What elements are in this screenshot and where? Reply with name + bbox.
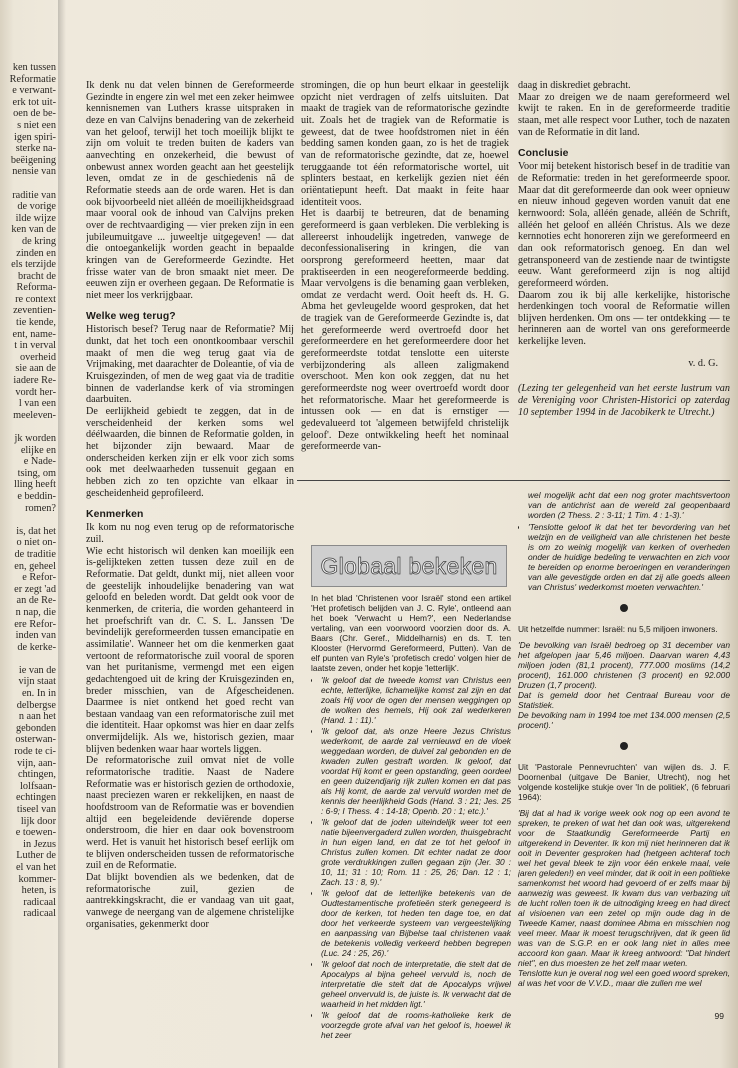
fragment-line: beëigening xyxy=(10,154,56,166)
fragment-line: els terzijde xyxy=(11,259,56,271)
fragment-line: lolfsaan- xyxy=(19,780,56,792)
fragment-line: vordt her- xyxy=(15,386,56,398)
fragment-line: bracht de xyxy=(17,270,56,282)
paragraph: Ik kom nu nog even terug op de reformatorische zuil. xyxy=(86,522,294,545)
israel-quote: 'De bevolking van Israël bedroeg op 31 december van het afgelopen jaar 5,46 miljoen. Daarvan waren 4,43 miljoen joden (81,1 procent), 777.000 moslims (14,2 procent), 161.000 christenen (3 procent) en 92.000 Druzen (1,7 procent). xyxy=(518,640,730,690)
section-heading: Kenmerken xyxy=(86,509,144,521)
pennevruchten-quote: Tenslotte kun je overal nog wel een goed woord spreken, al was het voor de V.V.D., maar die zullen me wel xyxy=(518,968,730,988)
fragment-line: meeleven- xyxy=(13,409,56,421)
fragment-line: rode te ci- xyxy=(14,746,56,758)
paragraph: De eerlijkheid gebiedt te zeggen, dat in de verscheidenheid der kerken soms wel déélwaarden, die binnen de Reformatie golden, in het bijzonder zijn bewaard. Maar de onderscheiden kerken zijn er elk voor zich soms ook met deelwaarheden tussenuit gegaan en hebben zich zo ten opzichte van elkaar in gescheidenheid geprofileerd. xyxy=(86,406,294,499)
paragraph: daag in diskrediet gebracht. xyxy=(518,80,631,91)
fragment-line: zeventien- xyxy=(13,305,56,317)
fragment-line: de traditie xyxy=(14,548,56,560)
paragraph: Voor mij betekent historisch besef in de traditie van de Reformatie: treden in het gereformeerde spoor. Maar dat dit gereformeerde dan ook weer opnieuw en nieuw inhoud gegeven worden vanuit dat ene kernwoord: Sola, alléén genade, alléén de Schrift, alléén het geloof en alléén Christus. Als we deze kernnoties echt honoreren zijn we gereformeerd en dan ook reformatorisch genoeg. En dan wel getransponeerd van de zestiende naar de twintigste eeuw. Want gereformeerd zijn is nog altijd gereformeerd wórden. xyxy=(518,161,730,289)
fragment-line: l van een xyxy=(18,398,56,410)
fragment-line: zinden en xyxy=(16,247,56,259)
fragment-line: delbergse xyxy=(16,699,56,711)
fragment-line: elijke en xyxy=(20,444,56,456)
fragment-line: osterwan- xyxy=(15,734,56,746)
fragment-line: vijn staat xyxy=(18,676,56,688)
fragment-line: ken tussen xyxy=(12,62,56,73)
column-title: Globaal bekeken xyxy=(320,552,498,579)
list-item: • 'Ik geloof dat de letterlijke betekenis van de Oudtestamentische profetieën sterk genegeerd is door de kerken, tot heden ten dage toe, en dat door het verkeerde systeem van vergeestelijking en aanpassing van Bijbelse taal christenen vaak de betekenis volledig verkeerd hebben begrepen (Luc. 24 : 25, 26).' xyxy=(321,888,511,958)
fragment-line: re context xyxy=(15,293,56,305)
fragment-line: tsing, om xyxy=(17,467,56,479)
fragment-line: inden van xyxy=(15,630,56,642)
ryle-credo-list-continued xyxy=(518,522,730,592)
fragment-line: e toewen- xyxy=(15,827,56,839)
fragment-line: tie kende, xyxy=(15,317,56,329)
fragment-line: raditie van xyxy=(12,189,56,201)
fragment-line: radicaal xyxy=(23,908,56,920)
list-item: • 'Ik geloof dat de rooms-katholieke kerk de voorzegde grote afval van het geloof is, hoewel ik het zeer xyxy=(321,1010,511,1040)
fragment-line: erk tot uit- xyxy=(12,96,56,108)
fragment-line: jk worden xyxy=(14,433,56,444)
globaal-bekeken-column-right xyxy=(518,490,730,988)
line-gap xyxy=(0,653,56,665)
ryle-credo-list xyxy=(311,675,511,1040)
continued-quote: wel mogelijk acht dat een nog groter machtsvertoon van de antichrist aan de wereld zal geopenbaard worden (2 Thess. 2 : 3-11; 1 Tim. 4 : 1-3).' xyxy=(528,490,730,520)
line-gap xyxy=(0,421,56,433)
fragment-line: ilde wijze xyxy=(15,212,56,224)
separator-dot-icon xyxy=(620,742,628,750)
fragment-line: en. In in xyxy=(21,688,56,700)
paragraph: De reformatorische zuil omvat niet de volle reformatorische traditie. Naast de Nadere Reformatie was er historisch gezien de orthodoxie, naast preciezen waren er rekkelijken, en naast de hoofdstroom van de Reformatie was er bovendien altijd een begeleidende deviërende doperse onderstroom, die hier en daar ook bovenstroom werd. Het is vanuit het historisch besef eerlijk om te blijven onderscheiden tussen de reformatorische zuil en de Reformatie. xyxy=(86,755,294,872)
fragment-line: lling heeft xyxy=(13,479,56,491)
fragment-line: ere Refor- xyxy=(14,618,56,630)
fragment-line: oen de be- xyxy=(13,108,56,120)
fragment-line: sterke na- xyxy=(15,143,56,155)
fragment-line: an de Re- xyxy=(16,595,56,607)
article-column-1 xyxy=(86,80,294,930)
section-heading: Conclusie xyxy=(518,148,569,160)
fragment-line: de kerke- xyxy=(17,641,56,653)
paragraph: Daarom zou ik bij alle kerkelijke, historische herdenkingen toch vooral de Reformatie willen blijven herdenken. Om ons — ter ontdekking — te herinneren aan de wortel van ons gereformeerde kerkelijke leven. xyxy=(518,289,730,348)
globaal-bekeken-column-left xyxy=(311,593,511,1041)
list-item: • 'Tenslotte geloof ik dat het ter bevordering van het welzijn en de veiligheid van alle christenen het beste is om zo weinig mogelijk van kerken of overheden onder de huidige bedeling te verwachten en zich voor te bereiden op enorme beroeringen en veranderingen van alle gevestigde orden en dat zij alle goeds alleen van Christus' wederkomst moeten verwachten.' xyxy=(528,522,730,592)
fragment-line: radicaal xyxy=(23,896,56,908)
fragment-line: is, dat het xyxy=(16,525,56,537)
author-initials: v. d. G. xyxy=(688,357,718,369)
fragment-line: ent, name- xyxy=(12,328,56,340)
fragment-line: gebonden xyxy=(15,722,56,734)
lecture-note: (Lezing ter gelegenheid van het eerste lustrum van de Vereniging voor Christen-Historici op zaterdag 10 september 1994 in de Jacobikerk te Utrecht.) xyxy=(518,383,730,418)
fragment-line: igen spiri- xyxy=(13,131,56,143)
fragment-line: t in verval xyxy=(14,340,56,352)
list-item: • 'Ik geloof dat de tweede komst van Christus een echte, letterlijke, lichamelijke komst zal zijn en dat zoals Hij voor de ogen der mensen weggingen op de wolken des hemels, Hij ook zal wederkeren (Hand. 1 : 11).' xyxy=(321,675,511,725)
fragment-line: nensie van xyxy=(12,166,56,178)
fragment-line: de vorige xyxy=(17,201,56,213)
fragment-line: heten, is xyxy=(21,885,56,897)
fragment-line: vijn, aan- xyxy=(17,757,56,769)
fragment-line: kommer- xyxy=(18,873,56,885)
pennevruchten-intro: Uit 'Pastorale Pennevruchten' van wijlen ds. J. F. Doornenbal (uitgave De Banier, Utrecht), nog het volgende kostelijke stukje over 'In de politiek', (6 februari 1964): xyxy=(518,762,730,802)
fragment-line: Luther de xyxy=(16,850,56,862)
fragment-line: iadere Re- xyxy=(13,375,56,387)
intro-paragraph: In het blad 'Christenen voor Israël' stond een artikel 'Het profetisch belijden van J. C. Ryle', ontleend aan het boek 'Verwacht u Hem?', een Nederlandse vertaling, van een voorwoord voorzien door ds. A. Baars (Chr. Geref., Middelharnis) en ds. T. ten Klooster (Hervormd Gereformeerd, Putten). Van de elf punten van Ryle's 'profetisch credo' volgen hier de laatste zeven, onder het kopje 'letterlijk'. xyxy=(311,593,511,673)
globaal-bekeken-title-box xyxy=(311,545,507,587)
fragment-line: e Nade- xyxy=(23,456,56,468)
fragment-line: ken van de xyxy=(11,224,56,236)
fragment-line: echtingen xyxy=(15,792,56,804)
fragment-line: de kring xyxy=(21,235,56,247)
fragment-line: s niet een xyxy=(17,119,56,131)
fragment-line: el van het xyxy=(15,861,56,873)
list-item: • 'Ik geloof dat, als onze Heere Jezus Christus wederkomt, de aarde zal vernieuwd en de vloek weggedaan worden, de duivel zal gebonden en de kwaden zullen gestraft worden. Ik geloof, dat voordat Hij komt er geen opstanding, geen oordeel en geen duizendjarig rijk zullen komen en dat pas als Hij komt, de aarde zal vervuld worden met de kennis der heerlijkheid Gods (Hand. 3 : 21; Jes. 25 : 6-9; I Thess. 4 : 14-18; Openb. 20 : 1; etc.).' xyxy=(321,726,511,816)
fragment-line: in Jezus xyxy=(23,838,56,850)
paragraph: Historisch besef? Terug naar de Reformatie? Mij dunkt, dat het toch een onontkoombaar verschil maakt of men die weg terug gaat via de Vrijmaking, met daarachter de Doleantie, of via de Kruisgezinden, of men de weg gaat via de traditie binnen de vaderlandse kerk of via stromingen daarbuiten. xyxy=(86,324,294,406)
paragraph: Ik denk nu dat velen binnen de Gereformeerde Gezindte in engere zin wel met een zeker heimwee kennisnemen van Luthers krasse uitspraken in deze en van Calvijns benadering van de zekerheid van het geloof, terwijl het toch moeilijk blijkt te zijn om voluit te treden buiten de kaders van aanvechting en onzekerheid, die bewust of onbewust annex worden geacht aan het geestelijk leven, omdat ze in de geschiedenis nã de Reformatie steeds aan de orde waren. Het is dan ook bijvoorbeeld niet alléén de moeilijkheidsgraad maar vooral ook de inhoud van Calvijns preken over de rechtvaardiging — vier preken zijn in een jubileumuitgave ... juweeltje uitgegeven! — dat die ontoegankelijk worden geacht in bepaalde kringen van de Gereformeerde Gezindte. Het frisse water van de bron smaakt niet meer. De eeuwen zijn er overheen gegaan. De Reformatie is niet meer los verkrijgbaar. xyxy=(86,80,294,301)
fragment-line: Reformatie xyxy=(9,73,56,85)
line-gap xyxy=(0,514,56,526)
fragment-line: e beddin- xyxy=(17,490,56,502)
fragment-line: lijk door xyxy=(20,815,56,827)
article-column-2 xyxy=(301,80,509,453)
list-item: • 'Ik geloof dat noch de interpretatie, die stelt dat de Apocalyps al bijna geheel vervuld is, noch de interpretatie die stelt dat de Apocalyps vrijwel geheel onvervuld is, de juiste is. Ik verwacht dat de waarheid in het midden ligt.' xyxy=(321,959,511,1009)
fragment-line: overheid xyxy=(19,351,56,363)
paragraph: stromingen, die op hun beurt elkaar in geestelijk opzicht niet verdragen of zelfs uitsluiten. Dat maakt de tragiek van de reformatorische gezindte uit. Zoals het de tragiek van de Reformatie is geweest, dat de twee hoofdstromen niet in één bedding samen konden gaan, zo is het de tragiek van de reformatorische gezindte, dat ze, hoewel teruggaande tot één reformatorische wortel, uit splinters bestaat, en kerkelijk gezien niet één oriëntatiepunt heeft. Dat maakt in feite haar identiteit voos. xyxy=(301,80,509,208)
fragment-line: en, geheel xyxy=(14,560,56,572)
fragment-line: e verwant- xyxy=(12,85,56,97)
pennevruchten-quote: 'Bij dat al had ik vorige week ook nog op een avond te spreken, te preken of wat het dan ook was, uitgerekend voor de Staatkundig Gereformeerde Partij en uitgerekend in Deventer. Ik kon mij niet herinneren dat ik ooit in Deventer gesproken had (hetgeen achteraf toch wel het geval bleek te zijn voor één enkele maal, vele jaren geleden!) en veel minder, dat ik ooit in een politieke samenkomst het woord had gevoerd of er zelfs maar bij aanwezig was geweest. Ik kwam dus van verbazing uit de lucht rollen toen ik de uitnodiging kreeg en had direct al visioenen van een zetel op mijn oude dag in de Tweede Kamer, naast dominee Abma en misschien nog veel meer. Maar ik moest terugschrijven, dat ik geen lid was van de S.G.P. en er ook lang niet in alles mee accoord kon gaan. Maar ik kreeg antwoord: "Dat hindert niet", en dus moesten ze het zelf maar weten. xyxy=(518,808,730,968)
separator-dot-icon xyxy=(620,604,628,612)
fragment-line: sie aan de xyxy=(15,363,56,375)
fragment-line: e Refor- xyxy=(22,572,56,584)
list-item: • 'Ik geloof dat de joden uiteindelijk weer tot een natie bijeenvergaderd zullen worden, thuisgebracht in hun eigen land, en dat ze tot het geloof in Christus zullen komen. Dit echter nadat ze door grote verdrukkingen zullen gegaan zijn (Jer. 30 : 10, 11; 31 : 10; Rom. 11 : 25, 26; Dan. 12 : 1; Zach. 13 : 8, 9).' xyxy=(321,817,511,887)
paragraph: Het is daarbij te betreuren, dat de benaming gereformeerd is gaan verbleken. Die verbleking is allereerst inhoudelijk ingetreden, vanwege de deconfessionalisering in kringen, die van oorsprong gereformeerd heetten, maar dat praktiseerden in een neogereformeerde bedding. Maar vervolgens is die benaming gaan verbleken, omdat ze verdacht werd. Ooit heeft ds. H. G. Abma het gevleugelde woord gesproken, dat het de tragiek van de Gereformeerde Gezindte is, dat het gereformeerde werd overtroefd door het gereformeerdere en het gereformeerdere door het gereformeerdste totdat tenslotte een uiterste verbijzondering als alleen zaligmakend overschoot. Men kon ook zeggen, dat nu het gereformeerdste nog weer overtroefd wordt door het reformatorische. Maar het gereformeerde is intussen ook — en dat is ernstiger — gedevalueerd tot 'algemeen betwijfeld christelijk geloof'. Deze ontwikkeling heeft het nominaal gereformeerde van- xyxy=(301,208,509,453)
fragment-line: er zegt 'ad xyxy=(14,583,56,595)
israel-heading: Uit hetzelfde nummer: Israël: nu 5,5 miljoen inwoners. xyxy=(518,624,718,634)
fragment-line: tiseel van xyxy=(16,804,56,815)
page-number: 99 xyxy=(714,1011,724,1021)
israel-quote: Dat is gemeld door het Centraal Bureau voor de Statistiek. xyxy=(518,690,730,710)
israel-quote: De bevolking nam in 1994 toe met 134.000 mensen (2,5 procent).' xyxy=(518,710,730,730)
section-heading: Welke weg terug? xyxy=(86,311,176,323)
fragment-line: o niet on- xyxy=(16,537,56,549)
article-column-3 xyxy=(518,80,730,418)
previous-page-fragment xyxy=(0,62,56,920)
section-divider xyxy=(297,480,730,481)
line-gap xyxy=(0,178,56,190)
fragment-line: romen? xyxy=(25,502,56,514)
fragment-line: ie van de xyxy=(18,664,56,676)
paragraph: Maar zo dreigen we de naam gereformeerd wel kwijt te raken. En in de gereformeerde traditie staan, met alle respect voor Luther, toch de nazaten van de Reformatie in dit land. xyxy=(518,91,730,138)
paragraph: Dat blijkt bovendien als we bedenken, dat de reformatorische zuil, gezien de aantrekkingskracht, die er vandaag van uit gaat, vanwege de neergang van de algemene christelijke organisaties, gekenmerkt door xyxy=(86,872,294,930)
fragment-line: Reforma- xyxy=(16,282,56,294)
fragment-line: chtingen, xyxy=(17,769,56,781)
fragment-line: n aan het xyxy=(18,711,56,723)
paragraph: Wie echt historisch wil denken kan moeilijk een is-gelijkteken zetten tussen deze zuil en de Reformatie. Dat geldt, dunkt mij, niet alleen voor de geestelijk inhoudelijke benadering van wat geloofd en beleden wordt. Dat geldt ook voor de kenmerken, de criteria, die worden gehanteerd in het proefschrift van dr. C. S. L. Janssen 'De bevindelijk gereformeerden tussen emancipatie en assimilatie'. Wanneer het om die kenmerken gaat vertoont de reformatorische zuil vooral de sporen van het puritanisme, vermengd met een eigen gedachtengoed uit de kring der Kruisgezinden en, breder misschien, van de Afgescheidenen. Daarmee is niet ontkend het goed recht van bestaan vandaag van een reformatorische zuil met die identiteit. Haar opkomst was hier en daar zelfs onvermijdelijk. Als we, historisch gezien, maar blijven bedenken waar haar wortels liggen. xyxy=(86,545,294,755)
fragment-line: n nap, die xyxy=(15,606,56,618)
binding-shadow xyxy=(58,0,66,1068)
